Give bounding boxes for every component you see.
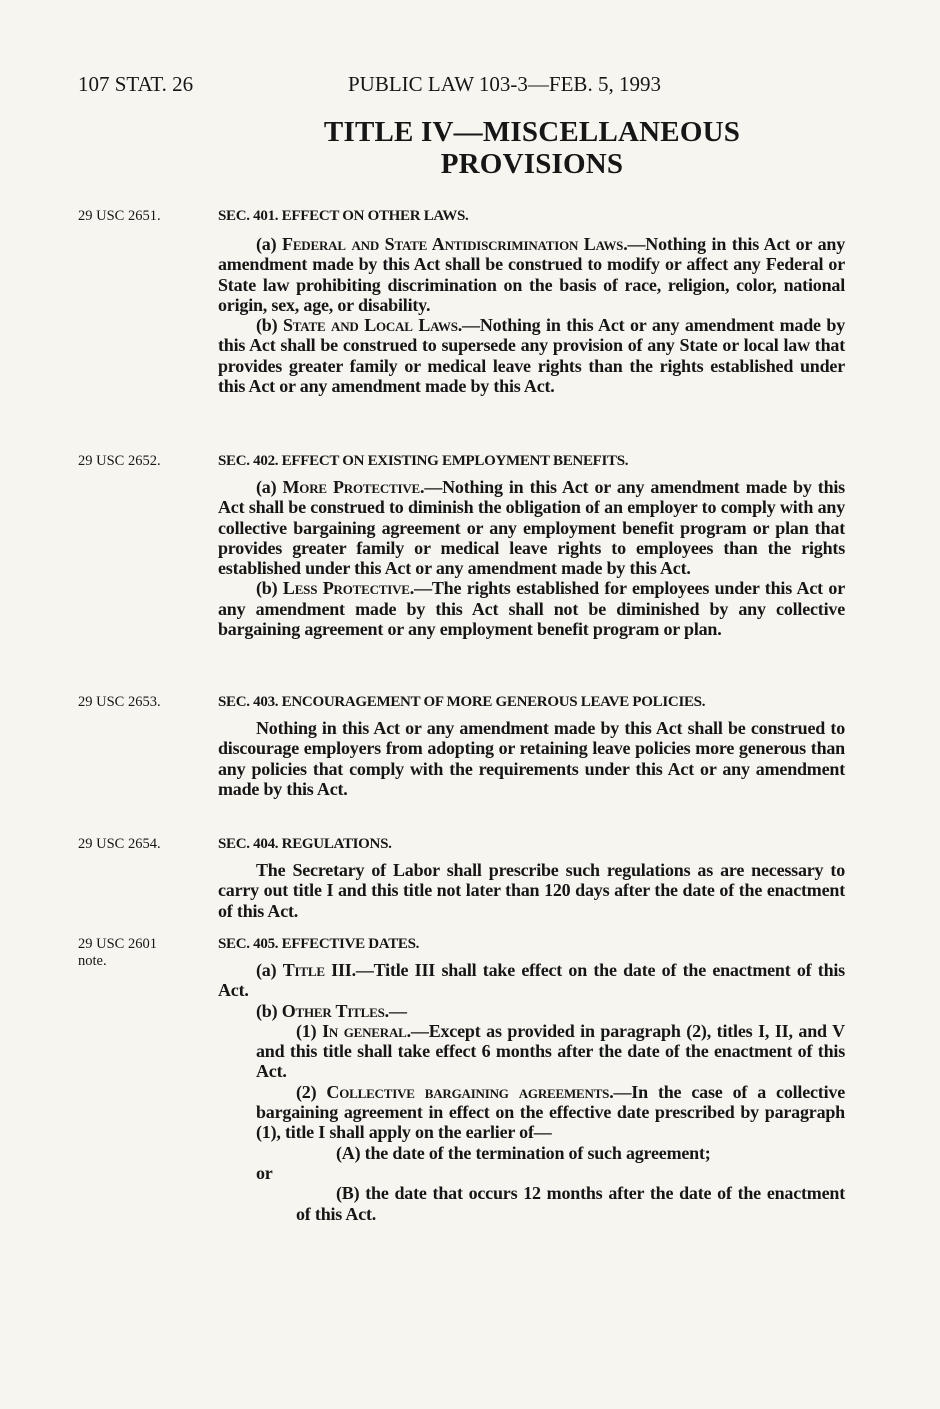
running-head xyxy=(78,72,858,98)
section-403-heading: SEC. 403. ENCOURAGEMENT OF MORE GENEROUS LEAVE POLICIES. xyxy=(218,694,706,710)
section-405-heading: SEC. 405. EFFECTIVE DATES. xyxy=(218,936,420,952)
section-402-a: (a) More Protective.—Nothing in this Act or any amendment made by this Act shall be construed to diminish the obligation of an employer to comply with any collective bargaining agreement or any employment benefit program or plan that provides greater family or medical leave rights to employees than the rights established under this Act or any amendment made by this Act. xyxy=(218,477,845,579)
section-401-a: (a) Federal and State Antidiscrimination Laws.—Nothing in this Act or any amendment made by this Act shall be construed to modify or affect any Federal or State law prohibiting discrimination on the basis of race, religion, color, national origin, sex, age, or disability. xyxy=(218,234,845,315)
section-405-b-2: (2) Collective bargaining agreements.—In the case of a collective bargaining agreement in effect on the effective date prescribed by paragraph (1), title I shall apply on the earlier of— xyxy=(256,1081,845,1143)
section-402-body xyxy=(218,477,845,639)
section-401-heading: SEC. 401. EFFECT ON OTHER LAWS. xyxy=(218,208,469,224)
section-405-body xyxy=(218,960,845,1224)
section-405-or: or xyxy=(256,1162,273,1183)
section-403-body xyxy=(218,718,845,799)
usc-note-2601: 29 USC 2601 note. xyxy=(78,936,157,969)
section-402-b: (b) Less Protective.—The rights established for employees under this Act or any amendment made by this Act shall not be diminished by any collective bargaining agreement or any employment benefit program or plan. xyxy=(218,578,845,640)
section-404-text: The Secretary of Labor shall prescribe such regulations as are necessary to carry out title I and this title not later than 120 days after the date of the enactment of this Act. xyxy=(218,860,845,921)
section-405-a: (a) Title III.—Title III shall take effect on the date of the enactment of this Act. xyxy=(218,960,845,1001)
usc-note-2654: 29 USC 2654. xyxy=(78,836,161,852)
section-405-b: (b) Other Titles.— xyxy=(256,1000,407,1021)
section-405-b-1: (1) In general.—Except as provided in paragraph (2), titles I, II, and V and this title shall take effect 6 months after the date of the enactment of this Act. xyxy=(256,1020,845,1082)
section-404-heading: SEC. 404. REGULATIONS. xyxy=(218,836,392,852)
title-line-2: PROVISIONS xyxy=(440,148,624,180)
title-heading xyxy=(218,116,846,180)
public-law-citation: PUBLIC LAW 103-3—FEB. 5, 1993 xyxy=(348,72,661,96)
stat-page-number: 107 STAT. 26 xyxy=(78,72,194,96)
usc-note-2653: 29 USC 2653. xyxy=(78,694,161,710)
section-402-heading: SEC. 402. EFFECT ON EXISTING EMPLOYMENT BENEFITS. xyxy=(218,453,629,469)
section-405-b-2-B: (B) the date that occurs 12 months after the date of the enactment of this Act. xyxy=(296,1183,845,1224)
usc-note-2652: 29 USC 2652. xyxy=(78,453,161,469)
section-403-text: Nothing in this Act or any amendment made by this Act shall be construed to discourage employers from adopting or retaining leave policies more generous than any policies that comply with the requirements under this Act or any amendment made by this Act. xyxy=(218,718,845,799)
section-401-body xyxy=(218,234,845,396)
section-405-b-2-A: (A) the date of the termination of such agreement; xyxy=(336,1142,711,1163)
section-401-b: (b) State and Local Laws.—Nothing in this Act or any amendment made by this Act shall be construed to supersede any provision of any State or local law that provides greater family or medical leave rights than the rights established under this Act or any amendment made by this Act. xyxy=(218,315,845,397)
usc-note-2651: 29 USC 2651. xyxy=(78,208,161,224)
title-line-1: TITLE IV—MISCELLANEOUS xyxy=(323,116,741,148)
section-404-body xyxy=(218,860,845,921)
